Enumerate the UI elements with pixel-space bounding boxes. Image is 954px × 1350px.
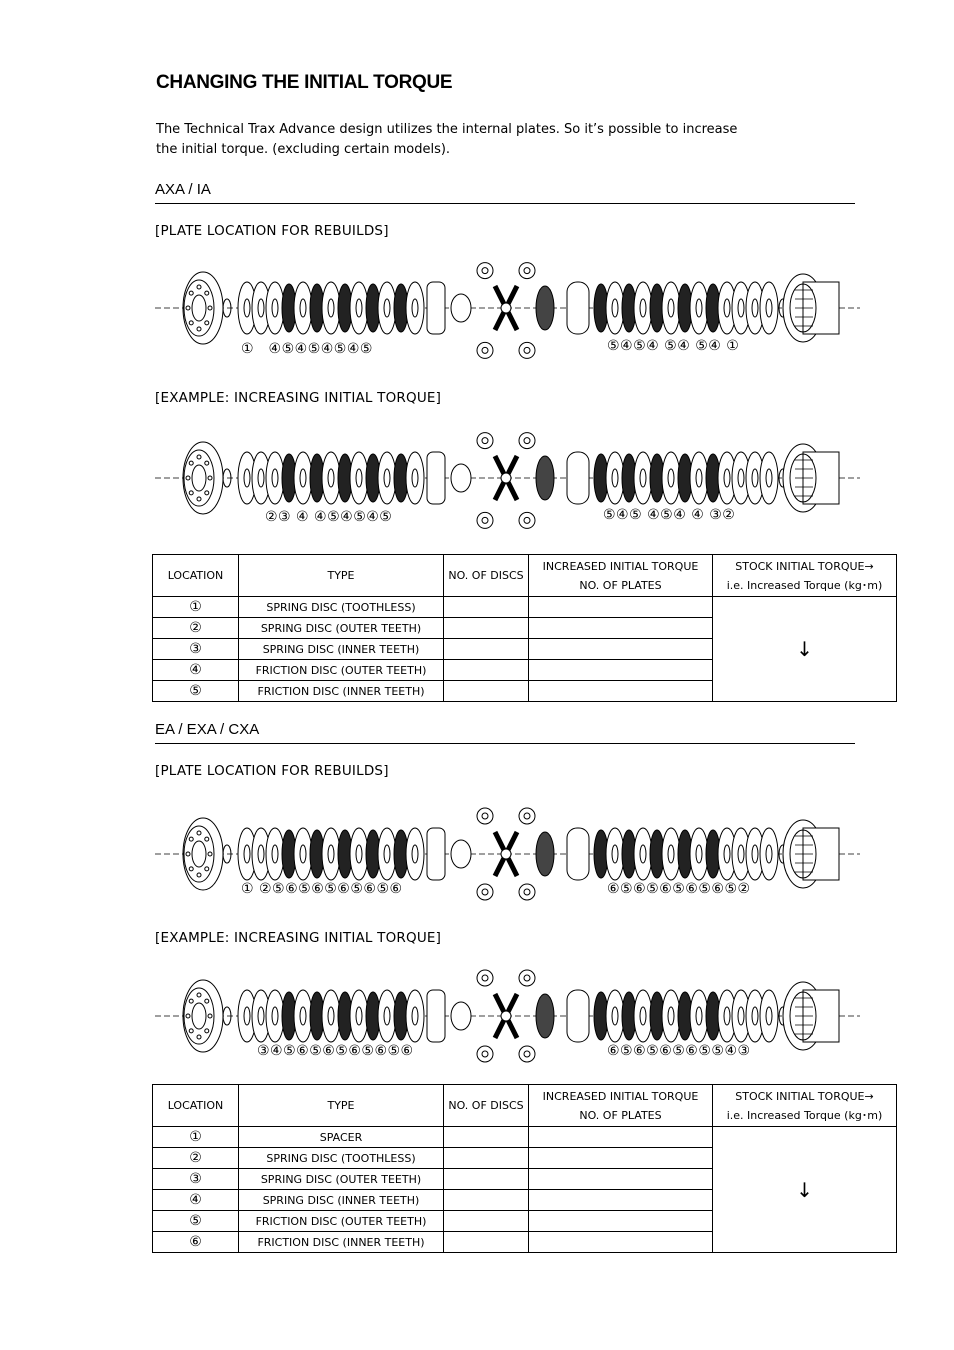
table-cell-discs: [444, 639, 529, 660]
section-heading-ea: EA / EXA / CXA: [155, 721, 855, 744]
table-cell-discs: [444, 618, 529, 639]
example-label: [EXAMPLE: INCREASING INITIAL TORQUE]: [155, 930, 442, 946]
table-cell-type: SPRING DISC (INNER TEETH): [239, 1190, 444, 1211]
table-cell-location: ⑤: [153, 681, 239, 702]
header-location: LOCATION: [153, 1085, 239, 1127]
header-line: i.e. Increased Torque (kg･m): [726, 1108, 883, 1122]
table-cell-stock: ↓: [713, 597, 897, 702]
table-cell-discs: [444, 1127, 529, 1148]
header-line: INCREASED INITIAL TORQUE: [542, 1089, 699, 1103]
rebuild-label: [PLATE LOCATION FOR REBUILDS]: [155, 223, 389, 239]
table-cell-increased: [529, 681, 713, 702]
intro-line: The Technical Trax Advance design utilizes the internal plates. So it’s possible to increase: [156, 122, 738, 137]
header-line: INCREASED INITIAL TORQUE: [542, 559, 699, 573]
exploded-diagram: [155, 258, 860, 367]
plate-numbers-left: ① ④⑤④⑤④⑤④⑤: [241, 341, 373, 357]
header-line: NO. OF PLATES: [579, 1108, 662, 1122]
header-type: TYPE: [239, 1085, 444, 1127]
plate-numbers-right: ⑥⑤⑥⑤⑥⑤⑥⑤⑤④③: [607, 1043, 751, 1059]
table-cell-type: SPRING DISC (INNER TEETH): [239, 639, 444, 660]
table-cell-increased: [529, 1169, 713, 1190]
rebuild-label: [PLATE LOCATION FOR REBUILDS]: [155, 763, 389, 779]
table-cell-increased: [529, 1211, 713, 1232]
table-cell-discs: [444, 1169, 529, 1190]
table-cell-discs: [444, 1190, 529, 1211]
plate-numbers-right: ⑥⑤⑥⑤⑥⑤⑥⑤⑥⑤②: [607, 881, 751, 897]
section-heading-axa: AXA / IA: [155, 181, 855, 204]
table-cell-increased: [529, 639, 713, 660]
header-line: STOCK INITIAL TORQUE→: [735, 559, 874, 573]
table-cell-location: ④: [153, 1190, 239, 1211]
intro-text: [156, 120, 796, 160]
table-cell-increased: [529, 1148, 713, 1169]
table-cell-type: FRICTION DISC (INNER TEETH): [239, 1232, 444, 1253]
header-line: i.e. Increased Torque (kg･m): [726, 578, 883, 592]
table-cell-location: ①: [153, 1127, 239, 1148]
table-cell-type: SPRING DISC (OUTER TEETH): [239, 1169, 444, 1190]
page-title: CHANGING THE INITIAL TORQUE: [156, 72, 453, 93]
table-cell-type: FRICTION DISC (INNER TEETH): [239, 681, 444, 702]
exploded-diagram: [155, 428, 860, 537]
table-cell-location: ③: [153, 1169, 239, 1190]
header-increased: [529, 555, 713, 597]
header-stock: [713, 555, 897, 597]
table-cell-discs: [444, 681, 529, 702]
plate-numbers-left: ① ②⑤⑥⑤⑥⑤⑥⑤⑥⑤⑥: [241, 881, 403, 897]
table-cell-increased: [529, 1190, 713, 1211]
header-line: NO. OF PLATES: [579, 578, 662, 592]
example-label: [EXAMPLE: INCREASING INITIAL TORQUE]: [155, 390, 442, 406]
plate-numbers-right: ⑤④⑤④ ⑤④ ⑤④ ①: [607, 338, 740, 354]
table-cell-location: ①: [153, 597, 239, 618]
table-cell-discs: [444, 1211, 529, 1232]
table-cell-increased: [529, 618, 713, 639]
table-cell-type: SPRING DISC (TOOTHLESS): [239, 597, 444, 618]
table-cell-location: ②: [153, 618, 239, 639]
header-discs: NO. OF DISCS: [444, 1085, 529, 1127]
table-cell-increased: [529, 1127, 713, 1148]
header-stock: [713, 1085, 897, 1127]
table-cell-location: ⑤: [153, 1211, 239, 1232]
table-cell-type: SPRING DISC (TOOTHLESS): [239, 1148, 444, 1169]
table-cell-location: ④: [153, 660, 239, 681]
plate-table-ea: [152, 1084, 897, 1253]
header-location: LOCATION: [153, 555, 239, 597]
plate-table-axa: [152, 554, 897, 702]
exploded-diagram: [155, 804, 860, 908]
table-cell-type: FRICTION DISC (OUTER TEETH): [239, 1211, 444, 1232]
table-cell-discs: [444, 597, 529, 618]
table-cell-location: ⑥: [153, 1232, 239, 1253]
header-discs: NO. OF DISCS: [444, 555, 529, 597]
header-line: STOCK INITIAL TORQUE→: [735, 1089, 874, 1103]
table-cell-increased: [529, 1232, 713, 1253]
plate-numbers-left: ②③ ④ ④⑤④⑤④⑤: [265, 509, 393, 525]
differential-diagram: [155, 428, 860, 533]
table-cell-increased: [529, 660, 713, 681]
table-cell-location: ②: [153, 1148, 239, 1169]
header-type: TYPE: [239, 555, 444, 597]
table-cell-type: SPRING DISC (OUTER TEETH): [239, 618, 444, 639]
table-cell-discs: [444, 660, 529, 681]
header-increased: [529, 1085, 713, 1127]
table-cell-type: SPACER: [239, 1127, 444, 1148]
intro-line: the initial torque. (excluding certain models).: [156, 142, 451, 157]
table-cell-discs: [444, 1232, 529, 1253]
plate-numbers-right: ⑤④⑤ ④⑤④ ④ ③②: [603, 507, 736, 523]
table-cell-increased: [529, 597, 713, 618]
table-cell-location: ③: [153, 639, 239, 660]
exploded-diagram: [155, 966, 860, 1070]
plate-numbers-left: ③④⑤⑥⑤⑥⑤⑥⑤⑥⑤⑥: [257, 1043, 414, 1059]
table-cell-type: FRICTION DISC (OUTER TEETH): [239, 660, 444, 681]
table-cell-stock: ↓: [713, 1127, 897, 1253]
table-cell-discs: [444, 1148, 529, 1169]
